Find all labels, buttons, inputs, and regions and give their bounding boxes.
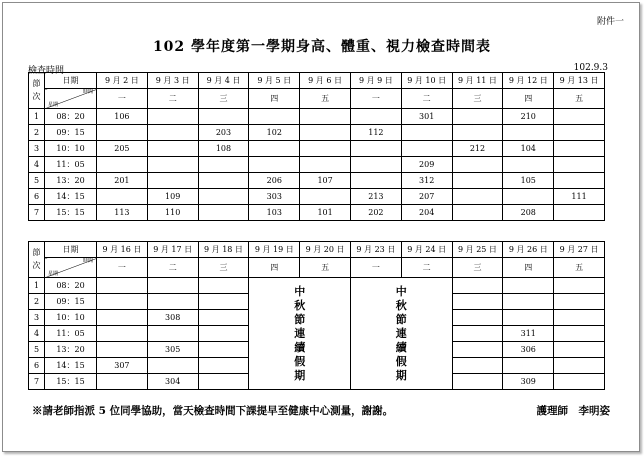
class-cell: 209	[401, 157, 452, 173]
holiday-char: 秋	[294, 298, 306, 312]
class-cell	[147, 294, 198, 310]
class-cell	[198, 109, 249, 125]
class-cell	[147, 326, 198, 342]
period-time: 13：20	[45, 173, 97, 189]
class-cell: 208	[503, 205, 554, 221]
class-cell	[554, 326, 605, 342]
period-header-label: 節次	[32, 248, 41, 270]
weekday-cell: 五	[554, 89, 605, 109]
class-cell: 308	[147, 310, 198, 326]
class-cell	[452, 189, 503, 205]
holiday-char: 連	[395, 326, 407, 340]
table-row	[29, 141, 605, 157]
class-cell	[147, 141, 198, 157]
class-cell	[198, 374, 249, 390]
period-header	[29, 73, 45, 109]
signature: 護理師 李明姿	[536, 405, 610, 417]
class-cell	[554, 205, 605, 221]
period-time: 14：15	[45, 358, 97, 374]
period-number: 2	[29, 125, 45, 141]
date-cell: 9 月 10 日	[401, 73, 452, 89]
class-cell	[350, 109, 401, 125]
holiday-char: 續	[294, 340, 306, 354]
class-cell	[350, 173, 401, 189]
class-cell: 108	[198, 141, 249, 157]
date-cell: 9 月 2 日	[97, 73, 148, 89]
period-number: 7	[29, 374, 45, 390]
class-cell	[147, 125, 198, 141]
class-cell	[300, 109, 351, 125]
class-cell	[97, 342, 148, 358]
date-header-label: 日期	[45, 73, 97, 89]
class-cell	[503, 358, 554, 374]
class-cell: 202	[350, 205, 401, 221]
class-cell	[554, 374, 605, 390]
class-cell: 304	[147, 374, 198, 390]
table-row	[29, 205, 605, 221]
class-cell	[452, 125, 503, 141]
class-cell: 306	[503, 342, 554, 358]
annex-label: 附件一	[596, 17, 624, 27]
class-cell: 104	[503, 141, 554, 157]
class-cell	[503, 189, 554, 205]
weekday-cell: 三	[452, 89, 503, 109]
period-time: 09：15	[45, 125, 97, 141]
date-cell: 9 月 17 日	[147, 242, 198, 258]
period-number: 4	[29, 157, 45, 173]
class-cell	[554, 294, 605, 310]
period-number: 3	[29, 141, 45, 157]
class-cell: 307	[97, 358, 148, 374]
class-cell	[554, 109, 605, 125]
class-cell	[249, 141, 300, 157]
holiday-char: 節	[294, 312, 306, 326]
class-cell	[198, 173, 249, 189]
diag-time-label: 時間	[82, 258, 93, 264]
weekday-cell: 二	[401, 89, 452, 109]
class-cell	[198, 157, 249, 173]
period-time: 08：20	[45, 109, 97, 125]
class-cell: 203	[198, 125, 249, 141]
class-cell	[503, 278, 554, 294]
class-cell	[452, 278, 503, 294]
period-header-label: 節次	[32, 79, 41, 101]
period-time: 15：15	[45, 205, 97, 221]
holiday-char: 秋	[395, 298, 407, 312]
subtitle: 檢查時間	[28, 66, 65, 76]
weekday-cell: 二	[401, 258, 452, 278]
holiday-char: 續	[395, 340, 407, 354]
class-cell	[452, 205, 503, 221]
weekday-cell: 三	[198, 89, 249, 109]
class-cell: 103	[249, 205, 300, 221]
weekday-cell: 五	[554, 258, 605, 278]
holiday-cell	[350, 278, 452, 390]
period-time: 11：05	[45, 326, 97, 342]
class-cell	[97, 310, 148, 326]
class-cell	[300, 125, 351, 141]
class-cell: 210	[503, 109, 554, 125]
period-header	[29, 242, 45, 278]
diag-time-label: 時間	[82, 89, 93, 95]
weekday-cell: 五	[300, 89, 351, 109]
date-cell: 9 月 18 日	[198, 242, 249, 258]
weekday-cell: 一	[350, 258, 401, 278]
class-cell	[350, 141, 401, 157]
page-title: 102 學年度第一學期身高、體重、視力檢查時間表	[152, 39, 492, 55]
weekday-cell: 二	[147, 89, 198, 109]
class-cell	[147, 173, 198, 189]
date-cell: 9 月 6 日	[300, 73, 351, 89]
date-cell: 9 月 3 日	[147, 73, 198, 89]
class-cell: 105	[503, 173, 554, 189]
weekday-cell: 五	[300, 258, 351, 278]
period-time: 14：15	[45, 189, 97, 205]
weekday-cell: 一	[350, 89, 401, 109]
class-cell: 110	[147, 205, 198, 221]
class-cell	[452, 310, 503, 326]
class-cell	[300, 157, 351, 173]
class-cell: 309	[503, 374, 554, 390]
weekday-cell: 四	[249, 258, 300, 278]
period-number: 3	[29, 310, 45, 326]
class-cell	[147, 278, 198, 294]
class-cell	[452, 294, 503, 310]
date-cell: 9 月 12 日	[503, 73, 554, 89]
date-code: 102.9.3	[573, 63, 608, 73]
class-cell	[300, 141, 351, 157]
class-cell	[554, 278, 605, 294]
period-time: 13：20	[45, 342, 97, 358]
class-cell	[452, 173, 503, 189]
date-cell: 9 月 11 日	[452, 73, 503, 89]
class-cell: 213	[350, 189, 401, 205]
holiday-char: 連	[294, 326, 306, 340]
class-cell: 111	[554, 189, 605, 205]
class-cell	[147, 109, 198, 125]
class-cell	[452, 157, 503, 173]
class-cell	[503, 310, 554, 326]
period-number: 1	[29, 109, 45, 125]
class-cell	[97, 374, 148, 390]
class-cell	[503, 125, 554, 141]
class-cell: 312	[401, 173, 452, 189]
period-number: 7	[29, 205, 45, 221]
diagonal-header-cell	[45, 89, 97, 109]
date-cell: 9 月 5 日	[249, 73, 300, 89]
date-cell: 9 月 25 日	[452, 242, 503, 258]
class-cell	[198, 342, 249, 358]
period-number: 6	[29, 189, 45, 205]
class-cell	[554, 141, 605, 157]
weekday-cell: 一	[97, 89, 148, 109]
date-cell: 9 月 24 日	[401, 242, 452, 258]
table-row	[29, 125, 605, 141]
diag-weekday-label: 星期	[48, 102, 59, 108]
class-cell	[554, 173, 605, 189]
period-time: 08：20	[45, 278, 97, 294]
date-cell: 9 月 13 日	[554, 73, 605, 89]
weekday-header-row	[29, 89, 605, 109]
date-cell: 9 月 23 日	[350, 242, 401, 258]
class-cell	[198, 310, 249, 326]
table-row	[29, 173, 605, 189]
class-cell	[249, 157, 300, 173]
diagonal-header-cell	[45, 258, 97, 278]
schedule-table-1	[28, 72, 605, 221]
period-number: 4	[29, 326, 45, 342]
date-header-row	[29, 242, 605, 258]
date-header-label: 日期	[45, 242, 97, 258]
date-header-row	[29, 73, 605, 89]
holiday-char: 期	[395, 368, 407, 382]
weekday-cell: 三	[198, 258, 249, 278]
period-number: 6	[29, 358, 45, 374]
weekday-cell: 四	[503, 89, 554, 109]
class-cell	[503, 157, 554, 173]
class-cell: 201	[97, 173, 148, 189]
weekday-header-row	[29, 258, 605, 278]
class-cell	[198, 294, 249, 310]
class-cell	[97, 326, 148, 342]
class-cell: 303	[249, 189, 300, 205]
class-cell	[198, 278, 249, 294]
weekday-cell: 四	[249, 89, 300, 109]
weekday-cell: 三	[452, 258, 503, 278]
class-cell	[401, 125, 452, 141]
period-number: 1	[29, 278, 45, 294]
holiday-char: 中	[294, 284, 306, 298]
class-cell	[452, 342, 503, 358]
class-cell	[554, 157, 605, 173]
class-cell: 305	[147, 342, 198, 358]
class-cell: 204	[401, 205, 452, 221]
class-cell	[554, 358, 605, 374]
class-cell	[554, 310, 605, 326]
class-cell	[97, 189, 148, 205]
class-cell	[97, 157, 148, 173]
class-cell	[198, 205, 249, 221]
period-time: 11：05	[45, 157, 97, 173]
class-cell: 109	[147, 189, 198, 205]
table-row	[29, 109, 605, 125]
class-cell	[452, 374, 503, 390]
class-cell: 113	[97, 205, 148, 221]
weekday-cell: 二	[147, 258, 198, 278]
schedule-table-2	[28, 241, 605, 390]
class-cell: 106	[97, 109, 148, 125]
table-row	[29, 189, 605, 205]
weekday-cell: 一	[97, 258, 148, 278]
class-cell	[147, 157, 198, 173]
class-cell	[97, 125, 148, 141]
class-cell: 311	[503, 326, 554, 342]
class-cell	[554, 342, 605, 358]
period-number: 5	[29, 342, 45, 358]
date-cell: 9 月 4 日	[198, 73, 249, 89]
date-cell: 9 月 27 日	[554, 242, 605, 258]
class-cell	[452, 109, 503, 125]
class-cell	[300, 189, 351, 205]
period-number: 5	[29, 173, 45, 189]
date-cell: 9 月 19 日	[249, 242, 300, 258]
period-time: 10：10	[45, 141, 97, 157]
date-cell: 9 月 16 日	[97, 242, 148, 258]
period-number: 2	[29, 294, 45, 310]
class-cell	[452, 358, 503, 374]
holiday-char: 中	[395, 284, 407, 298]
class-cell: 212	[452, 141, 503, 157]
holiday-char: 假	[395, 354, 407, 368]
weekday-cell: 四	[503, 258, 554, 278]
class-cell: 107	[300, 173, 351, 189]
holiday-char: 期	[294, 368, 306, 382]
holiday-char: 節	[395, 312, 407, 326]
date-cell: 9 月 9 日	[350, 73, 401, 89]
class-cell	[97, 294, 148, 310]
class-cell: 205	[97, 141, 148, 157]
period-time: 10：10	[45, 310, 97, 326]
class-cell: 301	[401, 109, 452, 125]
class-cell: 101	[300, 205, 351, 221]
class-cell	[198, 189, 249, 205]
period-time: 09：15	[45, 294, 97, 310]
date-cell: 9 月 20 日	[300, 242, 351, 258]
class-cell	[452, 326, 503, 342]
class-cell	[147, 358, 198, 374]
class-cell	[97, 278, 148, 294]
period-time: 15：15	[45, 374, 97, 390]
class-cell	[350, 157, 401, 173]
class-cell: 207	[401, 189, 452, 205]
class-cell	[401, 141, 452, 157]
table-row	[29, 157, 605, 173]
class-cell: 112	[350, 125, 401, 141]
holiday-char: 假	[294, 354, 306, 368]
diag-weekday-label: 星期	[48, 271, 59, 277]
class-cell	[554, 125, 605, 141]
table-row	[29, 278, 605, 294]
class-cell	[198, 358, 249, 374]
note-text: ※請老師指派 5 位同學協助，當天檢查時間下課提早至健康中心測量，謝謝。	[32, 405, 394, 417]
class-cell: 206	[249, 173, 300, 189]
class-cell	[503, 294, 554, 310]
class-cell: 102	[249, 125, 300, 141]
holiday-cell	[249, 278, 351, 390]
class-cell	[198, 326, 249, 342]
date-cell: 9 月 26 日	[503, 242, 554, 258]
class-cell	[249, 109, 300, 125]
